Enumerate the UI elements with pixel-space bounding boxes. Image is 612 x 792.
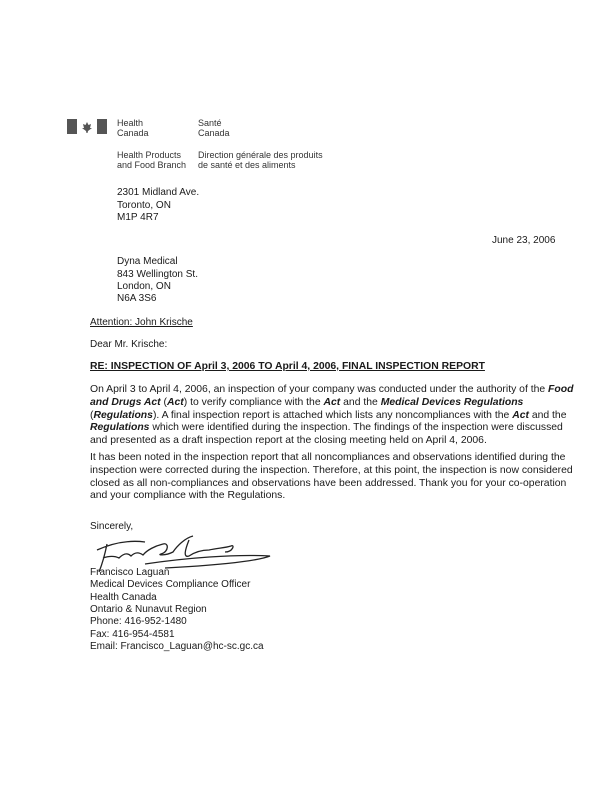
dept-fr-2: Canada xyxy=(198,128,230,138)
branch-en-2: and Food Branch xyxy=(117,160,187,170)
text-segment: and the xyxy=(528,409,567,421)
paragraph-1-line xyxy=(90,397,523,408)
paragraph-2-line: and your compliance with the Regulations. xyxy=(90,490,286,502)
paragraph-1-line xyxy=(90,422,563,433)
paragraph-2-line: closed as all non-compliances and observations have been addressed. Thank you for your co-operation xyxy=(90,477,567,489)
salutation: Dear Mr. Krische: xyxy=(90,339,168,350)
emphasized-text: Act xyxy=(323,396,341,408)
emphasized-text: Regulations xyxy=(93,409,153,421)
signer-line: Health Canada xyxy=(90,591,157,603)
canada-flag-icon xyxy=(67,119,107,134)
recipient-address-line: Dyna Medical xyxy=(117,256,178,267)
closing: Sincerely, xyxy=(90,521,134,532)
text-segment: On April 3 to April 4, 2006, an inspection of your company was conducted under the authority of the xyxy=(90,384,549,395)
branch-fr-2: de santé et des aliments xyxy=(198,160,296,170)
dept-en-2: Canada xyxy=(117,128,149,138)
signer-line: Medical Devices Compliance Officer xyxy=(90,579,251,591)
recipient-address-line: 843 Wellington St. xyxy=(117,269,198,280)
text-segment: and the xyxy=(340,396,381,408)
text-segment: ) to verify compliance with the xyxy=(183,396,324,408)
paragraph-1-line xyxy=(90,410,567,421)
sender-address-line: Toronto, ON xyxy=(117,200,171,211)
paragraph-2-line: It has been noted in the inspection report that all noncompliances and observations identified during the xyxy=(90,452,566,463)
text-segment: ( xyxy=(90,409,94,421)
subject-line: RE: INSPECTION OF April 3, 2006 TO April 4, 2006, FINAL INSPECTION REPORT xyxy=(90,361,485,372)
dept-en-1: Health xyxy=(117,118,144,128)
sender-address-line: 2301 Midland Ave. xyxy=(117,187,200,198)
paragraph-1-line xyxy=(90,435,487,446)
recipient-address-line: N6A 3S6 xyxy=(117,293,157,304)
signer-line: Phone: 416-952-1480 xyxy=(90,616,187,628)
text-segment: which were identified during the inspection. The findings of the inspection were discussed xyxy=(149,422,563,434)
emphasized-text: and Drugs Act xyxy=(90,396,161,408)
dept-fr-1: Santé xyxy=(198,118,222,128)
branch-fr-1: Direction générale des produits xyxy=(198,150,323,160)
signer-line: Francisco Laguan xyxy=(90,567,170,578)
paragraph-1-line xyxy=(90,384,573,395)
emphasized-text: Medical Devices Regulations xyxy=(380,396,524,408)
emphasized-text: Act xyxy=(512,409,529,421)
emphasized-text: Act xyxy=(166,396,184,408)
text-segment: ( xyxy=(160,396,167,408)
branch-en-1: Health Products xyxy=(117,150,182,160)
text-segment: ). A final inspection report is attached which lists any noncompliances with the xyxy=(152,409,513,421)
text-segment: and presented as a draft inspection report at the closing meeting held on April 4, 2006. xyxy=(90,435,487,447)
attention-line: Attention: John Krische xyxy=(90,317,193,328)
signer-line: Email: Francisco_Laguan@hc-sc.gc.ca xyxy=(90,640,264,652)
paragraph-2-line: inspection were corrected during the inspection. Therefore, at this point, the inspection is now considered xyxy=(90,464,573,476)
sender-address-line: M1P 4R7 xyxy=(117,212,159,223)
signer-line: Fax: 416-954-4581 xyxy=(90,628,175,640)
emphasized-text: Regulations xyxy=(90,422,150,434)
signer-line: Ontario & Nunavut Region xyxy=(90,603,207,615)
recipient-address-line: London, ON xyxy=(117,281,171,292)
emphasized-text: Food xyxy=(548,384,574,395)
letter-date: June 23, 2006 xyxy=(492,235,556,246)
